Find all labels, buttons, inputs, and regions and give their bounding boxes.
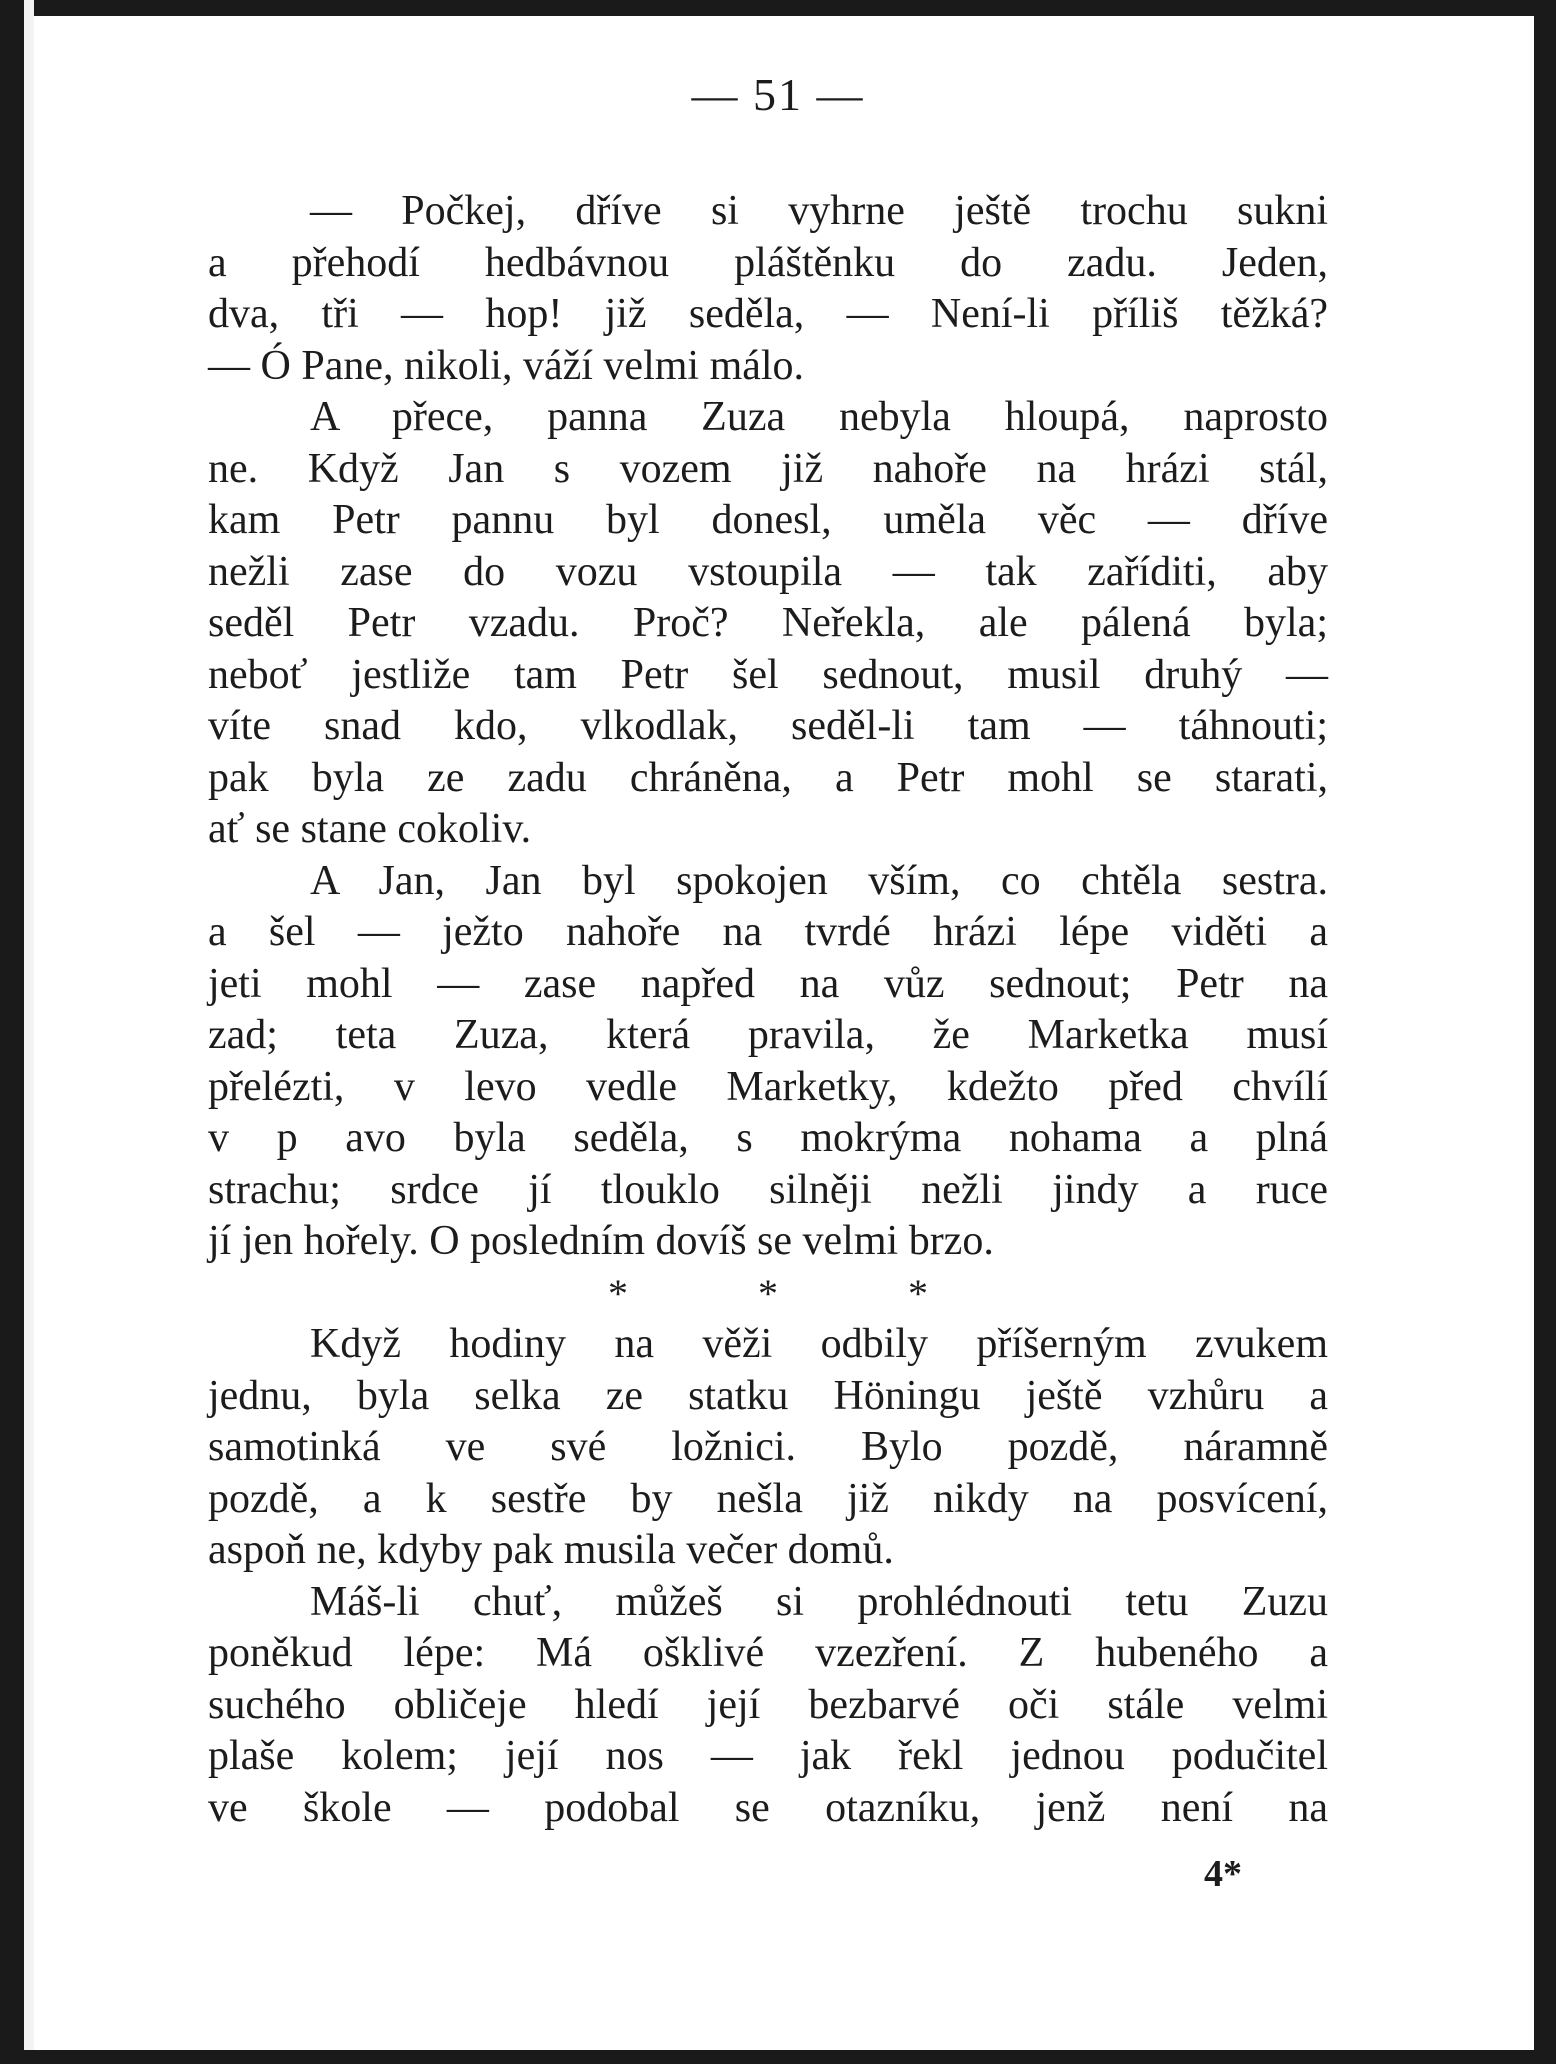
text-line: dva, tři — hop! již seděla, — Není-li příliš těžká?	[208, 291, 1328, 337]
scan-border-bottom	[0, 2050, 1556, 2064]
text-line: jednu, byla selka ze statku Höningu ještě vzhůru a	[208, 1372, 1328, 1419]
text-line: ať se stane cokoliv.	[208, 806, 532, 852]
text-line: samotinká ve své ložnici. Bylo pozdě, náramně	[208, 1424, 1328, 1470]
text-line: ve škole — podobal se otazníku, jenž není na	[208, 1784, 1328, 1831]
text-line: zad; teta Zuza, která pravila, že Marketka musí	[208, 1012, 1328, 1058]
text-line: suchého obličeje hledí její bezbarvé oči stále velmi	[208, 1681, 1328, 1728]
text-line: — Ó Pane, nikoli, váží velmi málo.	[208, 342, 805, 389]
scan-border-left-inner	[24, 0, 34, 2064]
printer-signature-mark: 4*	[1204, 1853, 1242, 1895]
scan-border-right	[1534, 0, 1556, 2064]
text-line: jeti mohl — zase napřed na vůz sednout; Petr na	[208, 960, 1328, 1007]
text-line: neboť jestliže tam Petr šel sednout, musil druhý —	[208, 651, 1328, 698]
text-line: A přece, panna Zuza nebyla hloupá, naprosto	[310, 394, 1328, 440]
text-line: plaše kolem; její nos — jak řekl jednou podučitel	[208, 1733, 1328, 1779]
text-line: seděl Petr vzadu. Proč? Neřekla, ale pálená byla;	[208, 600, 1328, 646]
section-break-asterisks: * * *	[608, 1270, 988, 1316]
text-line: aspoň ne, kdyby pak musila večer domů.	[208, 1527, 894, 1573]
text-line: Když hodiny na věži odbily příšerným zvukem	[310, 1321, 1328, 1367]
text-line: pak byla ze zadu chráněna, a Petr mohl se starati,	[208, 754, 1328, 801]
text-line: jí jen hořely. O posledním dovíš se velmi brzo.	[208, 1218, 994, 1264]
text-line: a přehodí hedbávnou pláštěnku do zadu. Jeden,	[208, 239, 1328, 286]
text-line: a šel — ježto nahoře na tvrdé hrázi lépe viděti a	[208, 909, 1328, 955]
text-line: — Počkej, dříve si vyhrne ještě trochu sukni	[310, 188, 1328, 234]
body-text	[208, 186, 1328, 1834]
text-line: v p avo byla seděla, s mokrýma nohama a plná	[208, 1115, 1328, 1161]
text-line: víte snad kdo, vlkodlak, seděl-li tam — táhnouti;	[208, 703, 1328, 749]
text-line: ne. Když Jan s vozem již nahoře na hrázi stál,	[208, 445, 1328, 492]
text-line: přelézti, v levo vedle Marketky, kdežto před chvílí	[208, 1063, 1328, 1110]
text-line: A Jan, Jan byl spokojen vším, co chtěla sestra.	[310, 857, 1328, 904]
text-line: Máš-li chuť, můžeš si prohlédnouti tetu Zuzu	[310, 1578, 1328, 1625]
text-line: pozdě, a k sestře by nešla již nikdy na posvícení,	[208, 1475, 1328, 1522]
page-number: — 51 —	[691, 69, 865, 120]
text-line: nežli zase do vozu vstoupila — tak zaříditi, aby	[208, 548, 1328, 595]
text-line: strachu; srdce jí tlouklo silněji nežli jindy a ruce	[208, 1166, 1328, 1213]
text-line: poněkud lépe: Má ošklivé vzezření. Z hubeného a	[208, 1630, 1328, 1676]
text-line: kam Petr pannu byl donesl, uměla věc — dříve	[208, 497, 1328, 543]
scan-border-top	[0, 0, 1556, 16]
scan-border-left	[0, 0, 24, 2064]
